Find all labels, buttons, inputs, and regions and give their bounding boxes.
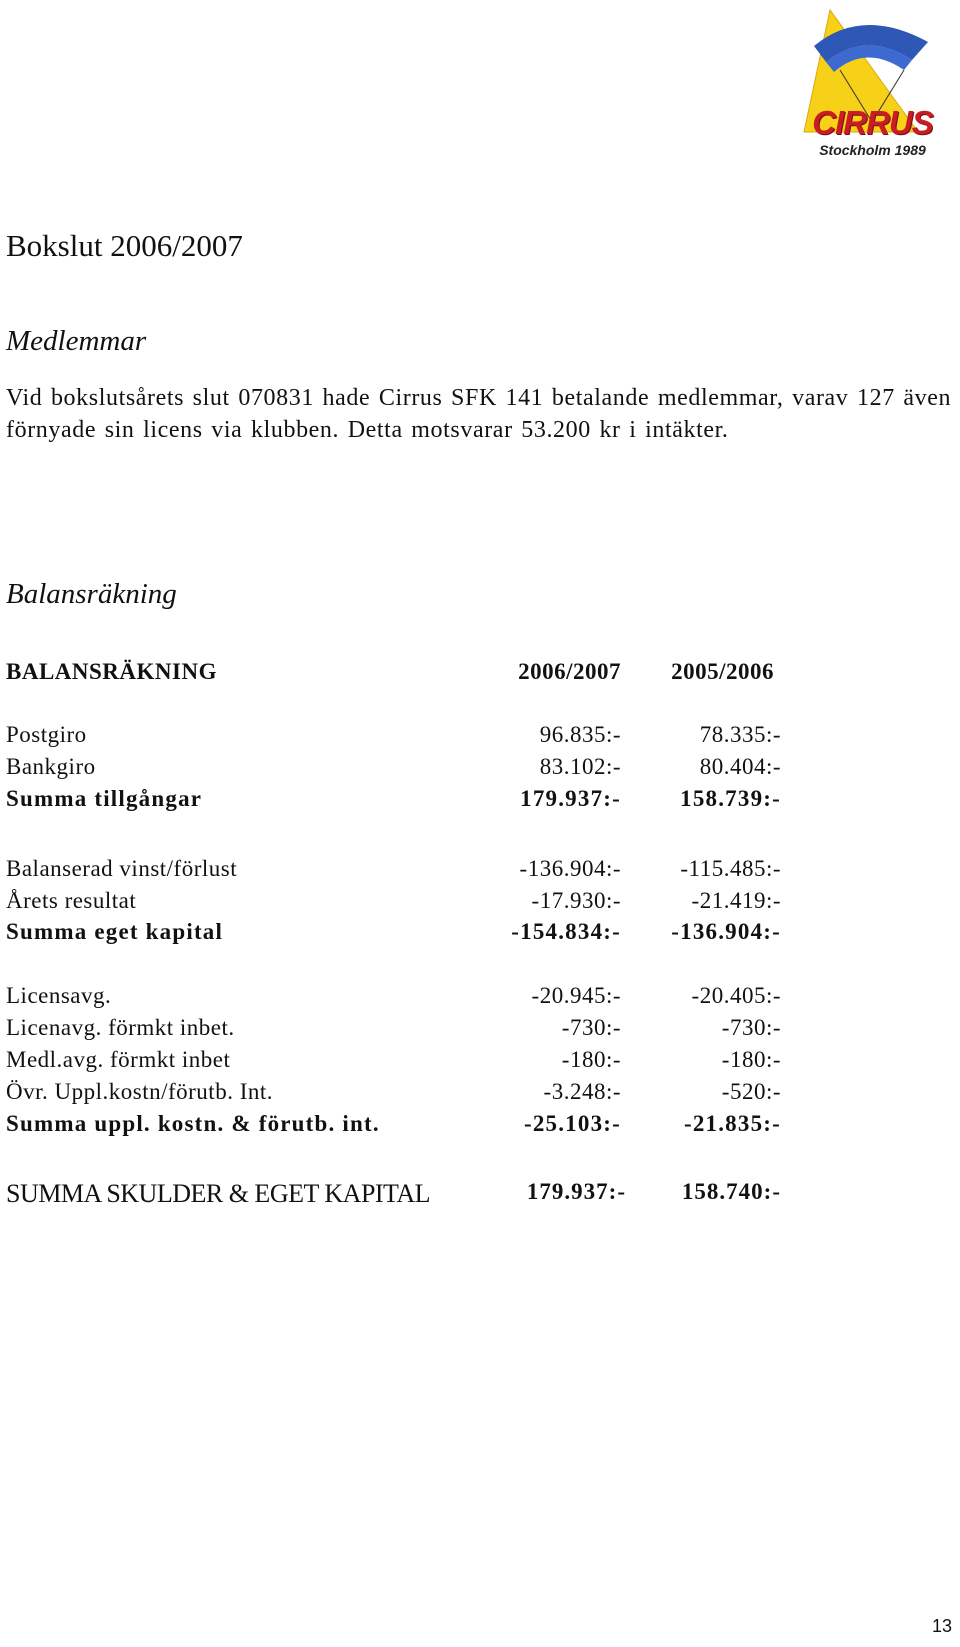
row-label: Årets resultat	[6, 888, 137, 913]
row-value-b: -180:-	[721, 1047, 781, 1072]
row-value-b: -115.485:-	[680, 856, 781, 881]
row-value-a: -154.834:-	[511, 919, 621, 944]
row-label: Balanserad vinst/förlust	[6, 856, 238, 881]
row-value-b: -136.904:-	[671, 919, 781, 944]
row-label: Summa eget kapital	[6, 919, 224, 944]
table-row	[6, 722, 936, 752]
logo-wordmark: CIRRUS	[812, 104, 933, 141]
table-row	[6, 888, 936, 918]
logo-subtitle: Stockholm 1989	[819, 142, 926, 158]
table-header-col-a: 2006/2007	[518, 659, 621, 684]
table-row	[6, 1015, 936, 1045]
row-label: Summa tillgångar	[6, 786, 203, 811]
row-value-a: 96.835:-	[539, 722, 621, 747]
row-label: Övr. Uppl.kostn/förutb. Int.	[6, 1079, 273, 1104]
row-label: Licensavg.	[6, 983, 112, 1008]
table-header-col-b: 2005/2006	[671, 659, 774, 684]
row-value-a: 179.937:-	[520, 786, 621, 811]
row-value-b: 78.335:-	[699, 722, 781, 747]
row-value-a: 179.937:-	[526, 1179, 626, 1204]
row-value-b: -20.405:-	[691, 983, 781, 1008]
row-value-a: -25.103:-	[523, 1111, 621, 1136]
row-value-b: -520:-	[721, 1079, 781, 1104]
row-value-b: -21.419:-	[691, 888, 781, 913]
row-label: SUMMA SKULDER & EGET KAPITAL	[6, 1179, 431, 1208]
table-row-grand-total	[6, 1179, 936, 1209]
row-label: Medl.avg. förmkt inbet	[6, 1047, 231, 1072]
row-value-a: 83.102:-	[539, 754, 621, 779]
table-row	[6, 856, 936, 886]
row-label: Postgiro	[6, 722, 87, 747]
row-value-b: 80.404:-	[699, 754, 781, 779]
row-value-a: -20.945:-	[531, 983, 621, 1008]
table-header-label: BALANSRÄKNING	[6, 659, 217, 684]
table-row-total	[6, 919, 936, 949]
members-paragraph: Vid bokslutsårets slut 070831 hade Cirrus SFK 141 betalande medlemmar, varav 127 även förnyade sin licens via klubben. Detta motsvarar 53.200 kr i intäkter.	[6, 385, 952, 443]
table-row	[6, 983, 936, 1013]
page-number: 13	[931, 1616, 952, 1636]
row-value-b: 158.740:-	[681, 1179, 781, 1204]
table-row	[6, 1047, 936, 1077]
row-label: Bankgiro	[6, 754, 96, 779]
page-title: Bokslut 2006/2007	[6, 228, 243, 263]
row-value-b: -21.835:-	[683, 1111, 781, 1136]
row-value-a: -730:-	[561, 1015, 621, 1040]
members-heading: Medlemmar	[6, 325, 147, 357]
balance-heading: Balansräkning	[6, 578, 177, 610]
cirrus-logo	[800, 4, 945, 169]
row-value-a: -180:-	[561, 1047, 621, 1072]
row-value-a: -3.248:-	[543, 1079, 621, 1104]
row-label: Licenavg. förmkt inbet.	[6, 1015, 235, 1040]
row-value-a: -136.904:-	[519, 856, 621, 881]
row-value-b: -730:-	[721, 1015, 781, 1040]
row-value-b: 158.739:-	[680, 786, 781, 811]
table-row-total	[6, 1111, 936, 1141]
table-row	[6, 754, 936, 784]
table-row-total	[6, 786, 936, 816]
row-value-a: -17.930:-	[531, 888, 621, 913]
table-header	[6, 659, 936, 689]
table-row	[6, 1079, 936, 1109]
row-label: Summa uppl. kostn. & förutb. int.	[6, 1111, 380, 1136]
